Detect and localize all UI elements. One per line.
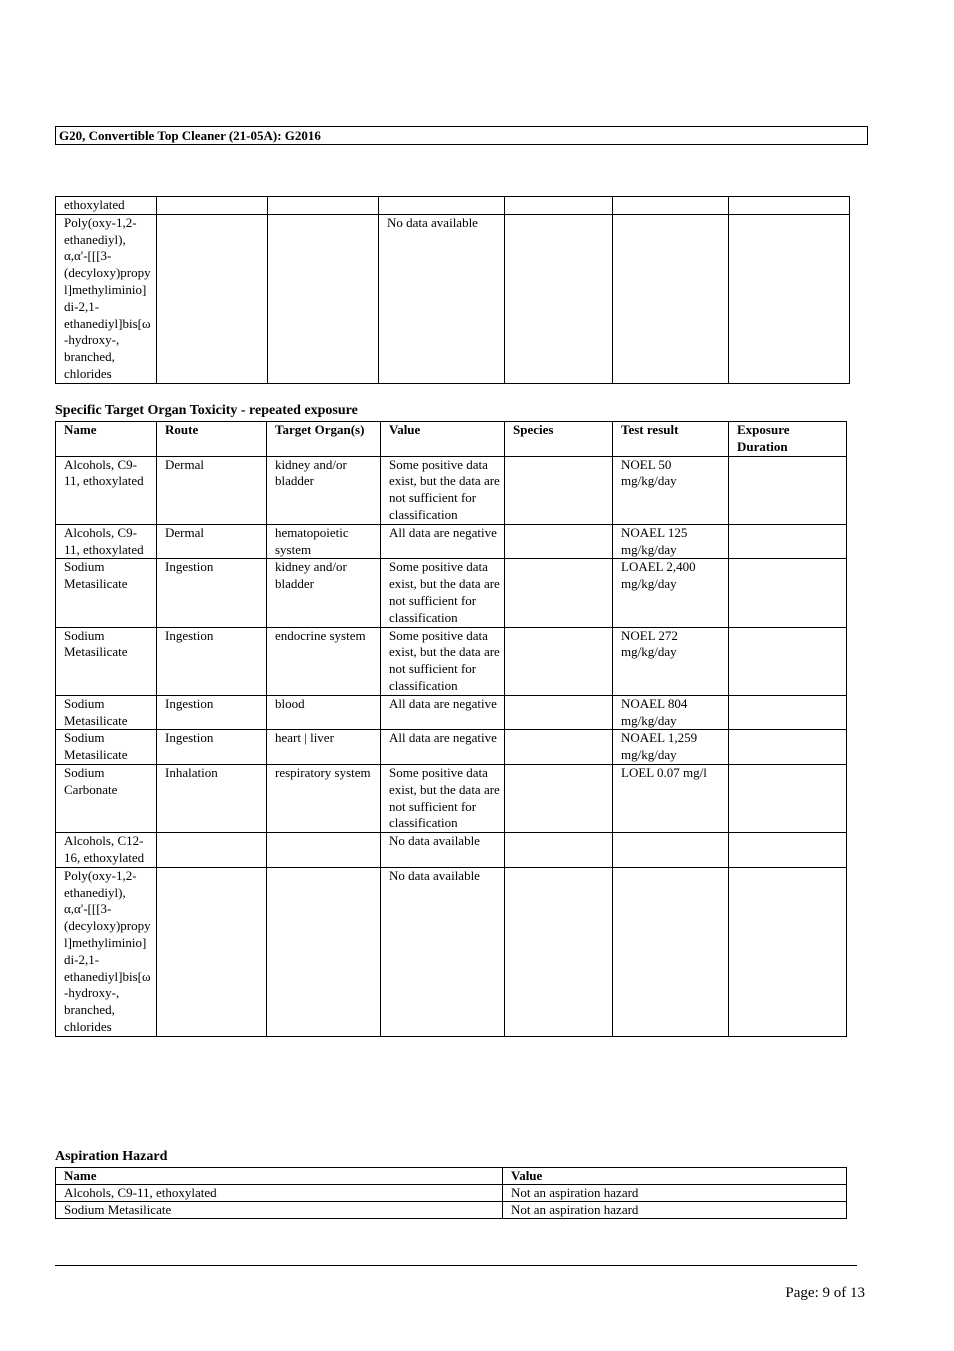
table-row — [56, 559, 847, 627]
cell-species — [505, 524, 613, 559]
table-row — [56, 456, 847, 524]
footer-divider — [55, 1265, 857, 1266]
cell-duration — [729, 559, 847, 627]
cell-species — [505, 559, 613, 627]
cell-species — [505, 214, 613, 383]
cell-value: No data available — [381, 867, 505, 1036]
cell-value: No data available — [379, 214, 505, 383]
cell-route: Ingestion — [157, 730, 267, 765]
cell-duration — [729, 214, 850, 383]
repeated-exposure-table — [55, 421, 847, 1037]
cell-route: Ingestion — [157, 559, 267, 627]
cell-name: Sodium Metasilicate — [56, 627, 157, 695]
cell-target — [268, 214, 379, 383]
cell-route: Dermal — [157, 456, 267, 524]
table-row — [56, 524, 847, 559]
cell-species — [505, 695, 613, 730]
cell-value: Some positive data exist, but the data are not sufficient for classification — [381, 764, 505, 832]
cell-test-result: LOEL 0.07 mg/l — [613, 764, 729, 832]
cell-target: endocrine system — [267, 627, 381, 695]
cell-value — [379, 197, 505, 215]
cell-duration — [729, 456, 847, 524]
cell-name: Sodium Metasilicate — [56, 559, 157, 627]
aspiration-title: Aspiration Hazard — [55, 1149, 168, 1164]
cell-value: All data are negative — [381, 730, 505, 765]
continued-table — [55, 196, 850, 384]
cell-species — [505, 764, 613, 832]
cell-species — [505, 197, 613, 215]
cell-name: Alcohols, C9-11, ethoxylated — [56, 524, 157, 559]
cell-species — [505, 730, 613, 765]
column-header: Test result — [613, 422, 729, 457]
column-header: Name — [56, 1168, 503, 1185]
cell-value: All data are negative — [381, 695, 505, 730]
cell-duration — [729, 197, 850, 215]
table-row — [56, 627, 847, 695]
cell-test-result: NOEL 272 mg/kg/day — [613, 627, 729, 695]
cell-name: Sodium Metasilicate — [56, 695, 157, 730]
cell-name: Poly(oxy-1,2-ethanediyl), α,α'-[[[3-(decyloxy)propyl]methyliminio]di-2,1-ethanediyl]bis[ω-hydroxy-, branched, chlorides — [56, 214, 157, 383]
cell-test-result: NOEL 50 mg/kg/day — [613, 456, 729, 524]
column-header: Route — [157, 422, 267, 457]
cell-route: Ingestion — [157, 627, 267, 695]
cell-duration — [729, 867, 847, 1036]
cell-name: Alcohols, C9-11, ethoxylated — [56, 1185, 503, 1202]
column-header: Exposure Duration — [729, 422, 847, 457]
table-row — [56, 214, 850, 383]
cell-route — [157, 197, 268, 215]
cell-duration — [729, 627, 847, 695]
cell-duration — [729, 695, 847, 730]
cell-target — [268, 197, 379, 215]
cell-value: All data are negative — [381, 524, 505, 559]
cell-value: Not an aspiration hazard — [503, 1202, 847, 1219]
column-header: Value — [381, 422, 505, 457]
cell-test-result — [613, 214, 729, 383]
cell-target: heart | liver — [267, 730, 381, 765]
cell-value: Some positive data exist, but the data are not sufficient for classification — [381, 627, 505, 695]
column-header: Target Organ(s) — [267, 422, 381, 457]
cell-route — [157, 833, 267, 868]
cell-value: Some positive data exist, but the data are not sufficient for classification — [381, 456, 505, 524]
cell-species — [505, 867, 613, 1036]
cell-test-result: NOAEL 1,259 mg/kg/day — [613, 730, 729, 765]
table-row — [56, 833, 847, 868]
table-row — [56, 730, 847, 765]
document-header: G20, Convertible Top Cleaner (21-05A): G2016 — [55, 126, 868, 145]
cell-name: ethoxylated — [56, 197, 157, 215]
repeated-exposure-title: Specific Target Organ Toxicity - repeated exposure — [55, 403, 358, 418]
cell-name: Alcohols, C9-11, ethoxylated — [56, 456, 157, 524]
table-row — [56, 1185, 847, 1202]
table-row — [56, 197, 850, 215]
cell-name: Sodium Metasilicate — [56, 730, 157, 765]
table-row — [56, 695, 847, 730]
cell-value: Some positive data exist, but the data are not sufficient for classification — [381, 559, 505, 627]
cell-target — [267, 833, 381, 868]
cell-name: Sodium Metasilicate — [56, 1202, 503, 1219]
cell-route — [157, 214, 268, 383]
cell-species — [505, 833, 613, 868]
cell-target: hematopoietic system — [267, 524, 381, 559]
cell-value: No data available — [381, 833, 505, 868]
cell-duration — [729, 730, 847, 765]
cell-test-result — [613, 867, 729, 1036]
cell-duration — [729, 764, 847, 832]
cell-test-result — [613, 833, 729, 868]
cell-route — [157, 867, 267, 1036]
table-row — [56, 867, 847, 1036]
column-header: Species — [505, 422, 613, 457]
cell-target: kidney and/or bladder — [267, 456, 381, 524]
cell-species — [505, 627, 613, 695]
cell-species — [505, 456, 613, 524]
cell-value: Not an aspiration hazard — [503, 1185, 847, 1202]
column-header: Value — [503, 1168, 847, 1185]
cell-test-result: NOAEL 125 mg/kg/day — [613, 524, 729, 559]
aspiration-table — [55, 1167, 847, 1219]
cell-target: respiratory system — [267, 764, 381, 832]
cell-name: Sodium Carbonate — [56, 764, 157, 832]
cell-target: blood — [267, 695, 381, 730]
page-number: Page: 9 of 13 — [785, 1285, 865, 1301]
cell-target — [267, 867, 381, 1036]
cell-route: Ingestion — [157, 695, 267, 730]
cell-name: Poly(oxy-1,2-ethanediyl), α,α'-[[[3-(decyloxy)propyl]methyliminio]di-2,1-ethanediyl]bis[ω-hydroxy-, branched, chlorides — [56, 867, 157, 1036]
cell-route: Inhalation — [157, 764, 267, 832]
cell-duration — [729, 833, 847, 868]
cell-target: kidney and/or bladder — [267, 559, 381, 627]
cell-name: Alcohols, C12-16, ethoxylated — [56, 833, 157, 868]
column-header: Name — [56, 422, 157, 457]
table-row — [56, 1202, 847, 1219]
cell-test-result — [613, 197, 729, 215]
cell-test-result: LOAEL 2,400 mg/kg/day — [613, 559, 729, 627]
table-row — [56, 764, 847, 832]
cell-route: Dermal — [157, 524, 267, 559]
cell-test-result: NOAEL 804 mg/kg/day — [613, 695, 729, 730]
cell-duration — [729, 524, 847, 559]
